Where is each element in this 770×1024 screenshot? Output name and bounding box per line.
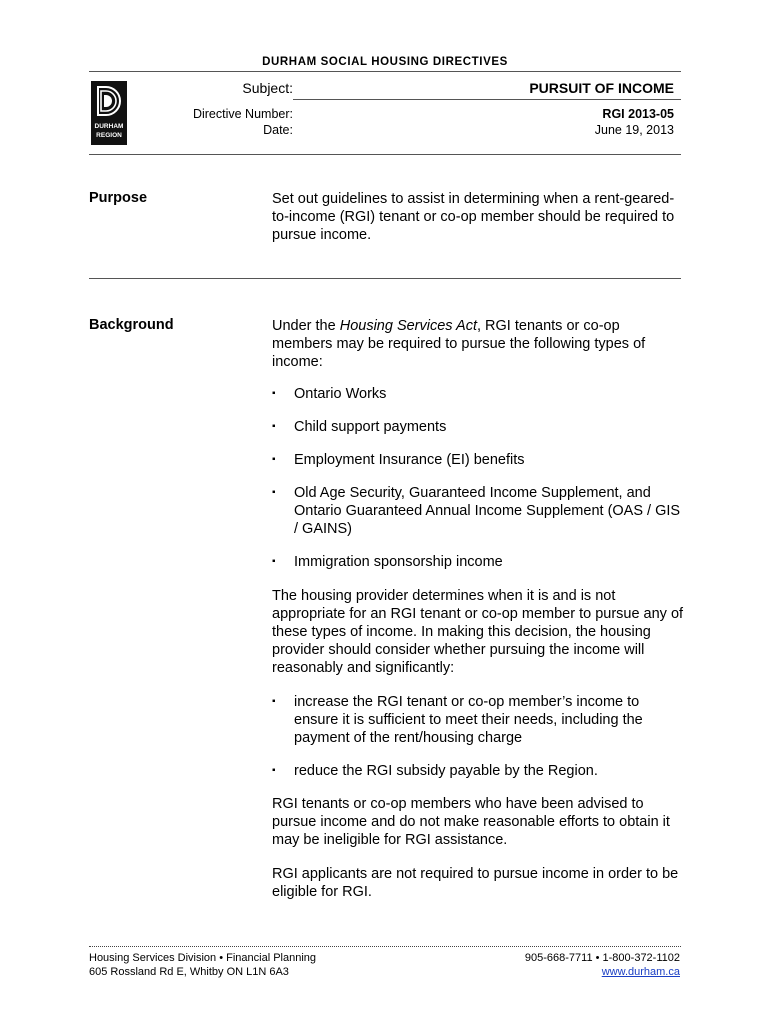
footer-division: Housing Services Division • Financial Planning xyxy=(89,952,317,964)
logo-text-durham: DURHAM xyxy=(94,123,124,130)
footer-address xyxy=(89,952,316,979)
list-item: ▪ Employment Insurance (EI) benefits xyxy=(272,452,525,468)
footer-phone: 905-668-7711 • 1-800-372-1102 xyxy=(524,952,680,964)
bullet-icon: ▪ xyxy=(272,696,276,707)
bullet-icon: ▪ xyxy=(272,487,276,498)
purpose-heading: Purpose xyxy=(89,190,148,206)
footer-street: 605 Rossland Rd E, Whitby ON L1N 6A3 xyxy=(89,965,289,978)
subject-label: Subject: xyxy=(242,80,293,96)
applicants-paragraph: RGI applicants are not required to pursue income in order to be eligible for RGI. xyxy=(272,866,679,900)
income-types-list xyxy=(272,385,684,571)
bullet-icon: ▪ xyxy=(272,556,276,567)
list-item: ▪ reduce the RGI subsidy payable by the Region. xyxy=(272,763,598,779)
logo-text-region: REGION xyxy=(96,132,122,139)
website-link[interactable]: www.durham.ca xyxy=(601,965,680,978)
background-text xyxy=(272,317,684,901)
directive-number-label: Directive Number: xyxy=(192,107,293,121)
directive-title: DURHAM SOCIAL HOUSING DIRECTIVES xyxy=(262,56,508,68)
directive-meta-labels xyxy=(193,106,293,138)
bullet-icon: ▪ xyxy=(272,765,276,776)
considerations-list xyxy=(272,693,684,780)
purpose-text xyxy=(272,190,682,244)
bullet-icon: ▪ xyxy=(272,421,276,432)
date-value: June 19, 2013 xyxy=(594,123,674,137)
subject-value: PURSUIT OF INCOME xyxy=(529,80,674,96)
purpose-rule xyxy=(89,278,681,279)
provider-paragraph: The housing provider determines when it is and is not appropriate for an RGI tenant or co-op member to pursue any of these types of income. In making this decision, the housing provider should consider whether pursuing the income will reasonably and significantly: xyxy=(272,588,684,676)
list-item: ▪ Old Age Security, Guaranteed Income Supplement, and Ontario Guaranteed Annual Income Supplement (OAS / GIS / GAINS) xyxy=(272,485,681,537)
list-item: ▪ Immigration sponsorship income xyxy=(272,554,503,570)
date-label: Date: xyxy=(263,123,293,137)
purpose-paragraph: Set out guidelines to assist in determining when a rent-geared-to-income (RGI) tenant or co-op member should be required to pursue income. xyxy=(272,191,675,243)
background-intro: Under the Housing Services Act, RGI tenants or co-op members may be required to pursue the following types of income: xyxy=(272,318,646,370)
directive-meta-values xyxy=(595,106,674,138)
directive-number-value: RGI 2013-05 xyxy=(602,107,674,121)
background-heading: Background xyxy=(89,317,174,333)
durham-region-logo xyxy=(91,81,127,145)
header-top-rule xyxy=(89,71,681,72)
header-bottom-rule xyxy=(89,154,681,155)
act-name: Housing Services Act xyxy=(339,318,477,334)
footer-rule xyxy=(89,946,681,947)
ineligible-paragraph: RGI tenants or co-op members who have been advised to pursue income and do not make reasonable efforts to obtain it may be ineligible for RGI assistance. xyxy=(272,796,670,848)
list-item: ▪ Ontario Works xyxy=(272,386,387,402)
footer-contact xyxy=(525,952,680,979)
list-item: ▪ increase the RGI tenant or co-op member’s income to ensure it is sufficient to meet their needs, including the payment of the rent/housing charge xyxy=(272,694,643,746)
subject-rule xyxy=(293,99,681,100)
list-item: ▪ Child support payments xyxy=(272,419,447,435)
bullet-icon: ▪ xyxy=(272,454,276,465)
bullet-icon: ▪ xyxy=(272,388,276,399)
